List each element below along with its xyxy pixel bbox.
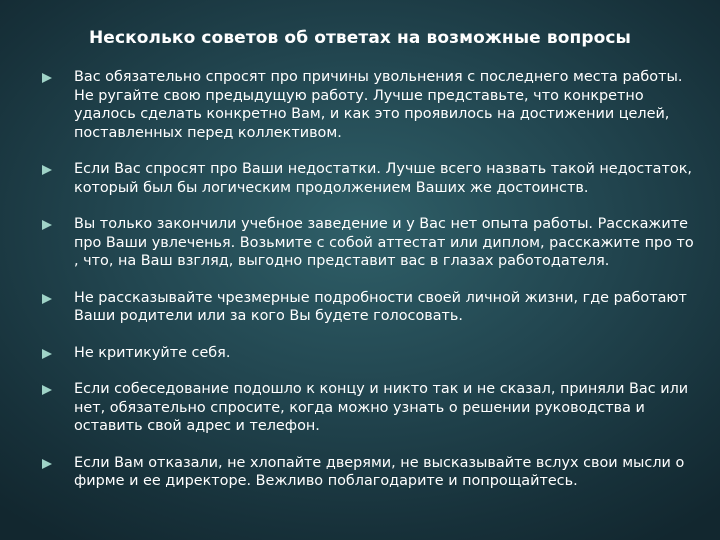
arrow-bullet-icon — [42, 349, 52, 359]
bullet-text: Если Вам отказали, не хлопайте дверями, не высказывайте вслух свои мысли о фирме и ее директоре. Вежливо поблагодарите и попрощайтесь. — [74, 454, 685, 489]
bullet-text: Если собеседование подошло к концу и никто так и не сказал, приняли Вас или нет, обязательно спросите, когда можно узнать о решении руководства и оставить свой адрес и телефон. — [74, 381, 689, 434]
list-item — [38, 68, 698, 142]
bullet-list — [38, 68, 698, 509]
arrow-bullet-icon — [42, 220, 52, 230]
arrow-bullet-icon — [42, 294, 52, 304]
bullet-text: Не рассказывайте чрезмерные подробности своей личной жизни, где работают Ваши родители или за кого Вы будете голосовать. — [74, 289, 687, 324]
list-item — [38, 160, 698, 197]
arrow-bullet-icon — [42, 165, 52, 175]
list-item — [38, 289, 698, 326]
list-item — [38, 215, 698, 271]
slide-title: Несколько советов об ответах на возможные вопросы — [88, 28, 632, 48]
arrow-bullet-icon — [42, 459, 52, 469]
list-item — [38, 380, 698, 436]
list-item — [38, 344, 698, 363]
bullet-text: Вас обязательно спросят про причины увольнения с последнего места работы. Не ругайте свою предыдущую работу. Лучше представьте, что конкретно удалось сделать конкретно Вам, и как это проявилось на достижении целей, поставленных перед коллективом. — [74, 69, 683, 141]
list-item — [38, 454, 698, 491]
bullet-text: Если Вас спросят про Ваши недостатки. Лучше всего назвать такой недостаток, который был бы логическим продолжением Ваших же достоинств. — [74, 161, 692, 196]
bullet-text: Вы только закончили учебное заведение и у Вас нет опыта работы. Расскажите про Ваши увлеченья. Возьмите с собой аттестат или диплом, расскажите про то , что, на Ваш взгляд, выгодно представит вас в глазах работодателя. — [74, 216, 694, 269]
bullet-text: Не критикуйте себя. — [74, 344, 231, 361]
arrow-bullet-icon — [42, 385, 52, 395]
arrow-bullet-icon — [42, 73, 52, 83]
